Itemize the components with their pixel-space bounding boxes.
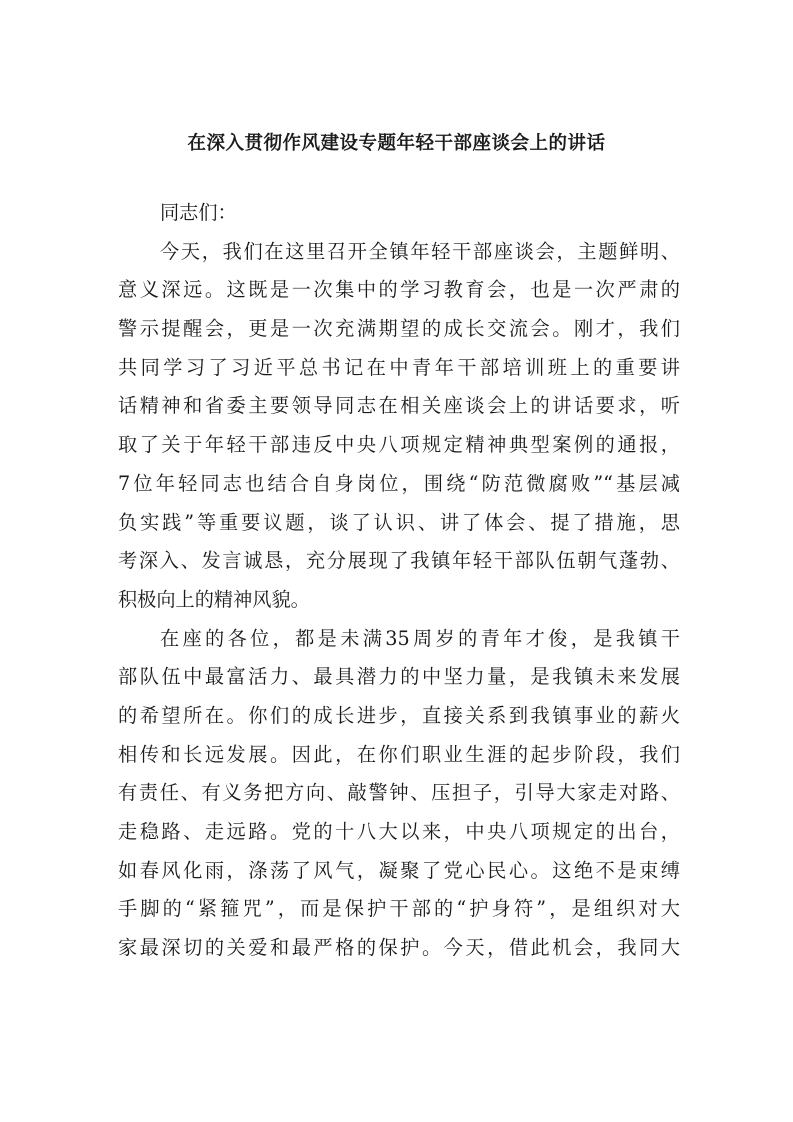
paragraph-line: 部队伍中最富活力、最具潜力的中坚力量，是我镇未来发展 bbox=[118, 665, 680, 689]
paragraph-2 bbox=[118, 620, 680, 968]
paragraph-line: 负实践”等重要议题，谈了认识、讲了体会、提了措施，思 bbox=[118, 510, 680, 534]
paragraph-line: 在座的各位，都是未满35周岁的青年才俊，是我镇干 bbox=[160, 626, 680, 650]
paragraph-line: 意义深远。这既是一次集中的学习教育会，也是一次严肃的 bbox=[118, 278, 680, 302]
paragraph-line: 考深入、发言诚恳，充分展现了我镇年轻干部队伍朝气蓬勃、 bbox=[118, 549, 680, 573]
paragraph-line: 手脚的“紧箍咒”，而是保护干部的“护身符”，是组织对大 bbox=[118, 897, 680, 921]
paragraph-line: 今天，我们在这里召开全镇年轻干部座谈会，主题鲜明、 bbox=[160, 239, 680, 263]
document-body bbox=[118, 194, 680, 968]
paragraph-line: 7位年轻同志也结合自身岗位，围绕“防范微腐败”“基层减 bbox=[118, 471, 680, 495]
document-title: 在深入贯彻作风建设专题年轻干部座谈会上的讲话 bbox=[187, 133, 606, 154]
paragraph-line: 相传和长远发展。因此，在你们职业生涯的起步阶段，我们 bbox=[118, 742, 680, 766]
paragraph-line: 积极向上的精神风貌。 bbox=[118, 587, 310, 611]
paragraph-line: 家最深切的关爱和最严格的保护。今天，借此机会，我同大 bbox=[118, 936, 680, 960]
paragraph-line: 走稳路、走远路。党的十八大以来，中央八项规定的出台， bbox=[118, 820, 680, 843]
paragraph-line: 话精神和省委主要领导同志在相关座谈会上的讲话要求，听 bbox=[118, 394, 680, 418]
paragraph-line: 警示提醒会，更是一次充满期望的成长交流会。刚才，我们 bbox=[118, 317, 680, 341]
paragraph-1 bbox=[118, 233, 680, 620]
paragraph-line: 有责任、有义务把方向、敲警钟、压担子，引导大家走对路、 bbox=[118, 781, 680, 805]
paragraph-line: 共同学习了习近平总书记在中青年干部培训班上的重要讲 bbox=[118, 355, 680, 379]
paragraph-line: 如春风化雨，涤荡了风气，凝聚了党心民心。这绝不是束缚 bbox=[118, 858, 680, 882]
paragraph-line: 的希望所在。你们的成长进步，直接关系到我镇事业的薪火 bbox=[118, 703, 680, 727]
salutation: 同志们： bbox=[160, 201, 237, 224]
paragraph-line: 取了关于年轻干部违反中央八项规定精神典型案例的通报， bbox=[118, 433, 680, 457]
